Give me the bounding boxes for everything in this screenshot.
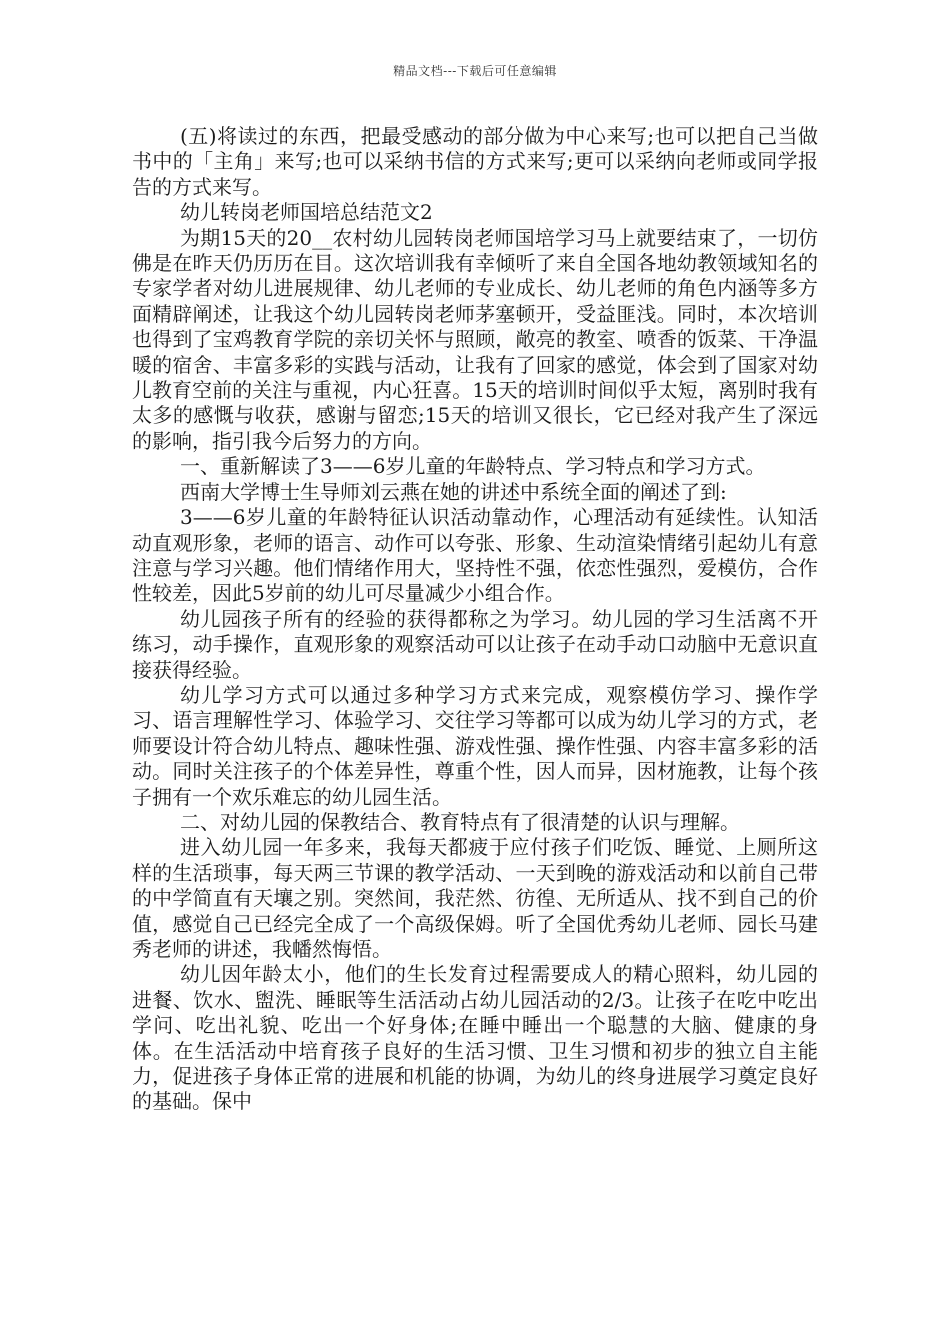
paragraph: 进入幼儿园一年多来，我每天都疲于应付孩子们吃饭、睡觉、上厕所这样的生活琐事，每天两三节课的教学活动、一天到晚的游戏活动和以前自己带的中学简直有天壤之别。突然间，我茫然、彷徨、无所适从、找不到自己的价值，感觉自己已经完全成了一个高级保姆。听了全国优秀幼儿老师、园长马建秀老师的讲述，我幡然悔悟。 [132,835,818,961]
paragraph: 幼儿园孩子所有的经验的获得都称之为学习。幼儿园的学习生活离不开练习，动手操作，直观形象的观察活动可以让孩子在动手动口动脑中无意识直接获得经验。 [132,606,818,682]
paragraph: (五)将读过的东西，把最受感动的部分做为中心来写;也可以把自己当做书中的「主角」来写;也可以采纳书信的方式来写;更可以采纳向老师或同学报告的方式来写。 [132,124,818,199]
section-heading: 一、重新解读了3——6岁儿童的年龄特点、学习特点和学习方式。 [180,454,766,479]
paragraph: 3——6岁儿童的年龄特征认识活动靠动作，心理活动有延续性。认知活动直观形象，老师的语言、动作可以夸张、形象、生动渲染情绪引起幼儿有意注意与学习兴趣。他们情绪作用大，坚持性不强，依恋性强烈，爱模仿，合作性较差，因此5岁前的幼儿可尽量减少小组合作。 [132,505,818,606]
paragraph: 西南大学博士生导师刘云燕在她的讲述中系统全面的阐述了到: [180,479,727,504]
paragraph: 幼儿学习方式可以通过多种学习方式来完成，观察模仿学习、操作学习、语言理解性学习、体验学习、交往学习等都可以成为幼儿学习的方式，老师要设计符合幼儿特点、趣味性强、游戏性强、操作性强、内容丰富多彩的活动。同时关注孩子的个体差异性，尊重个性，因人而异，因材施教，让每个孩子拥有一个欢乐难忘的幼儿园生活。 [132,682,818,809]
section-heading: 二、对幼儿园的保教结合、教育特点有了很清楚的认识与理解。 [180,809,740,834]
paragraph: 幼儿因年龄太小，他们的生长发育过程需要成人的精心照料，幼儿园的进餐、饮水、盥洗、睡眠等生活活动占幼儿园活动的2/3。让孩子在吃中吃出学问、吃出礼貌、吃出一个好身体;在睡中睡出一个聪慧的大脑、健康的身体。在生活活动中培育孩子良好的生活习惯、卫生习惯和初步的独立自主能力，促进孩子身体正常的进展和机能的协调，为幼儿的终身进展学习奠定良好的基础。保中 [132,962,818,1114]
paragraph: 为期15天的20__农村幼儿园转岗老师国培学习马上就要结束了，一切仿佛是在昨天仍历历在目。这次培训我有幸倾听了来自全国各地幼教领域知名的专家学者对幼儿进展规律、幼儿老师的专业成长、幼儿老师的角色内涵等多方面精辟阐述，让我这个幼儿园转岗老师茅塞顿开，受益匪浅。同时，本次培训也得到了宝鸡教育学院的亲切关怀与照顾，敞亮的教室、喷香的饭菜、干净温暖的宿舍、丰富多彩的实践与活动，让我有了回家的感觉，体会到了国家对幼儿教育空前的关注与重视，内心狂喜。15天的培训时间似乎太短，离别时我有太多的感慨与收获，感谢与留恋;15天的培训又很长，它已经对我产生了深远的影响，指引我今后努力的方向。 [132,225,818,453]
document-body [132,124,818,1115]
page-header: 精品文档---下载后可任意编辑 [393,64,557,78]
section-title: 幼儿转岗老师国培总结范文2 [180,200,433,225]
